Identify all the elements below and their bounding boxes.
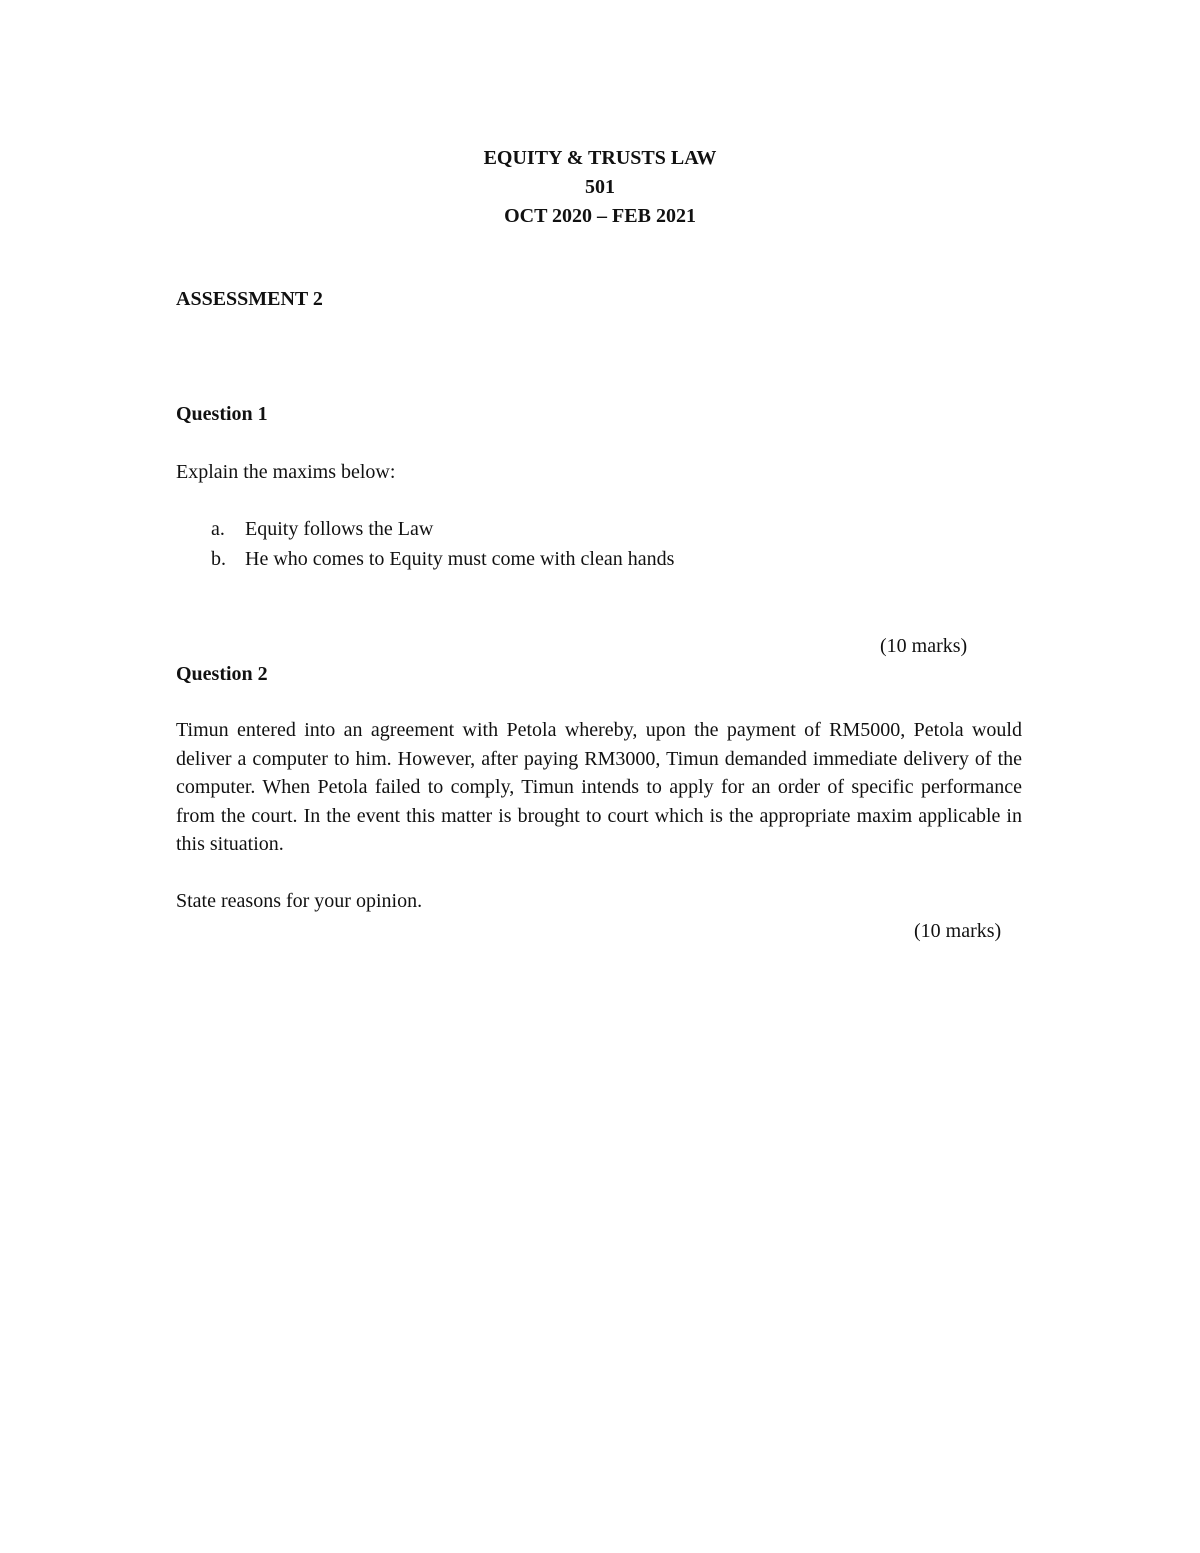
document-header — [0, 144, 1200, 231]
list-marker: a. — [211, 518, 225, 540]
question-2-instruction: State reasons for your opinion. — [176, 890, 423, 912]
question-2-marks: (10 marks) — [914, 920, 1002, 942]
maxim-text: He who comes to Equity must come with clean hands — [245, 548, 675, 570]
list-marker: b. — [211, 548, 226, 570]
question-2-heading: Question 2 — [176, 663, 268, 685]
question-1-heading: Question 1 — [176, 403, 268, 425]
session-dates: OCT 2020 – FEB 2021 — [504, 205, 696, 227]
question-1-marks: (10 marks) — [880, 635, 968, 657]
course-title: EQUITY & TRUSTS LAW — [483, 147, 717, 169]
assessment-title: ASSESSMENT 2 — [176, 288, 323, 310]
question-1-instruction: Explain the maxims below: — [176, 461, 396, 483]
course-code: 501 — [585, 176, 615, 198]
maxim-text: Equity follows the Law — [245, 518, 434, 540]
question-2-body: Timun entered into an agreement with Petola whereby, upon the payment of RM5000, Petola would deliver a computer to him. However, after paying RM3000, Timun demanded immediate delivery of the computer. When Petola failed to comply, Timun intends to apply for an order of specific performance from the court. In the event this matter is brought to court which is the appropriate maxim applicable in this situation. — [176, 719, 1022, 855]
